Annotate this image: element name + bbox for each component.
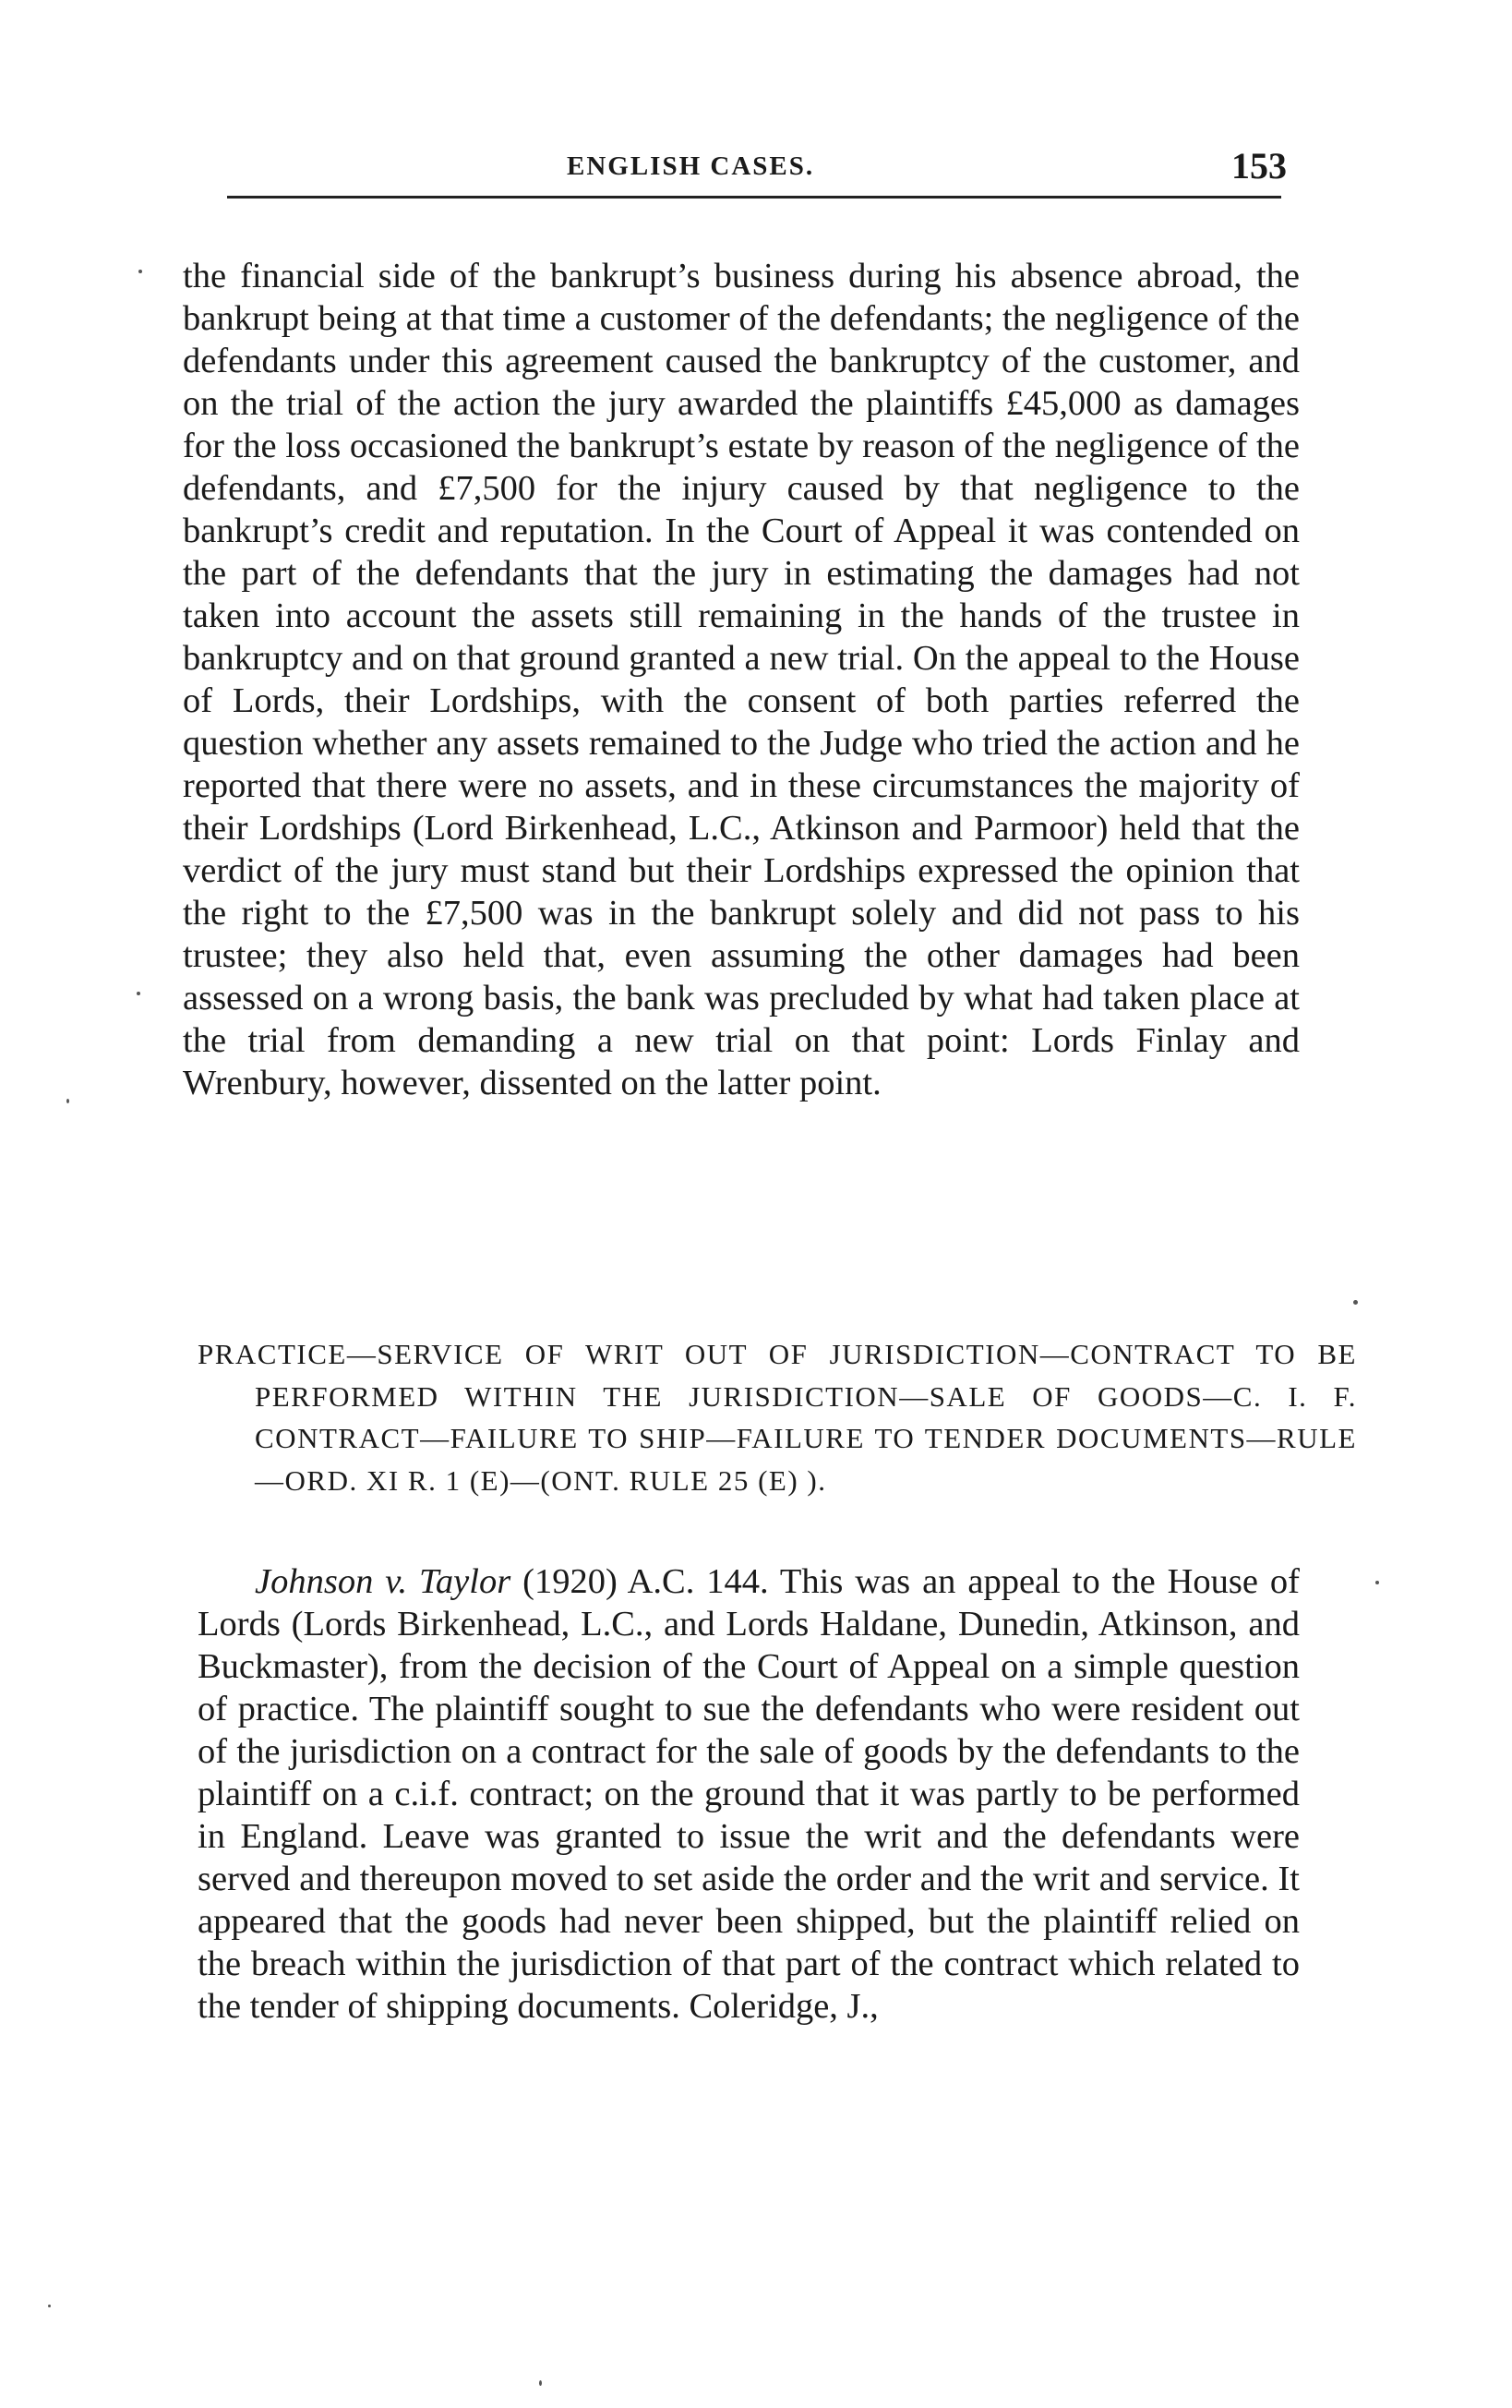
page-header <box>183 145 1290 194</box>
header-rule <box>227 196 1281 199</box>
page-number: 153 <box>1231 145 1287 187</box>
headnote: PRACTICE—SERVICE OF WRIT OUT OF JURISDICTION—CONTRACT TO BE PERFORMED WITHIN THE JURISDICTION—SALE OF GOODS—C. I. F. CONTRACT—FAILURE TO SHIP—FAILURE TO TENDER DOCUMENTS—RULE—ORD. XI R. 1 (E)—(ONT. RULE 25 (E) ). <box>198 1338 1357 1497</box>
paragraph-2 <box>198 1560 1300 2028</box>
running-head: ENGLISH CASES. <box>567 151 815 181</box>
case-name: Johnson v. Taylor <box>255 1562 511 1601</box>
paragraph-1: the financial side of the bankrupt’s business during his absence abroad, the bankrupt being at that time a customer of the defendants; the negligence of the defendants under this agreement caused the bankruptcy of the customer, and on the trial of the action the jury awarded the plaintiffs £45,000 as damages for the loss occasioned the bankrupt’s estate by reason of the negligence of the defendants, and £7,500 for the injury caused by that negligence to the bankrupt’s credit and reputation. In the Court of Appeal it was contended on the part of the defendants that the jury in estimating the damages had not taken into account the assets still remaining in the hands of the trustee in bankruptcy and on that ground granted a new trial. On the appeal to the House of Lords, their Lordships, with the consent of both parties referred the question whether any assets remained to the Judge who tried the action and he reported that there were no assets, and in these circumstances the majority of their Lordships (Lord Birkenhead, L.C., Atkinson and Parmoor) held that the verdict of the jury must stand but their Lordships expressed the opinion that the right to the £7,500 was in the bankrupt solely and did not pass to his trustee; they also held that, even assuming the other damages had been assessed on a wrong basis, the bank was precluded by what had taken place at the trial from demanding a new trial on that point: Lords Finlay and Wrenbury, however, dissented on the latter point. <box>183 257 1300 1102</box>
paragraph-2-text: (1920) A.C. 144. This was an appeal to the House of Lords (Lords Birkenhead, L.C., and Lords Haldane, Dunedin, Atkinson, and Buckmaster), from the decision of the Court of Appeal on a simple question of practice. The plaintiff sought to sue the defendants who were resident out of the jurisdiction on a contract for the sale of goods by the defendants to the plaintiff on a c.i.f. contract; on the ground that it was partly to be performed in England. Leave was granted to issue the writ and the defendants were served and thereupon moved to set aside the order and the writ and service. It appeared that the goods had never been shipped, but the plaintiff relied on the breach within the jurisdiction of that part of the contract which related to the tender of shipping documents. Coleridge, J., <box>198 1562 1300 2026</box>
